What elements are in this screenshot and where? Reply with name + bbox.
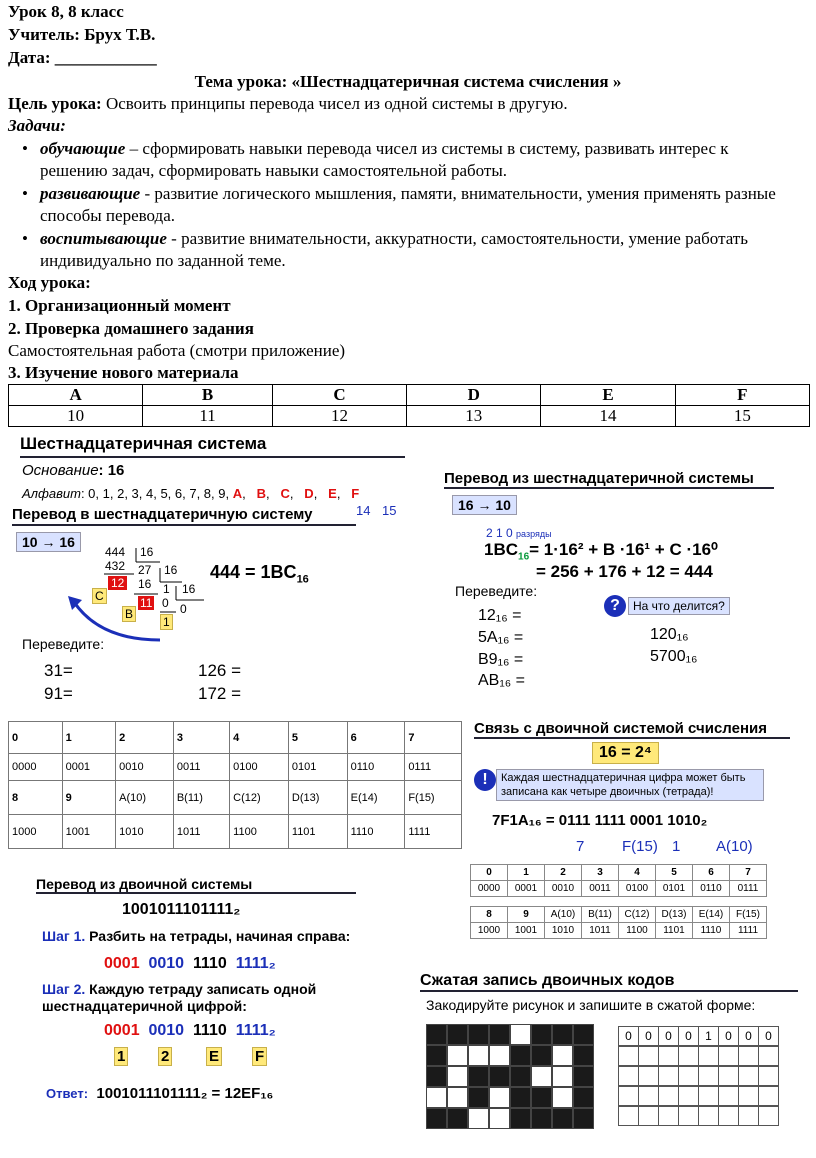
exercise: 12₁₆ = [478,607,522,624]
bin-code: 1000 [9,815,63,849]
task-item [40,228,800,272]
bin-digit: 9 [62,781,116,815]
expr-rest: = 1·16² + B ·16¹ + C ·16⁰ [529,540,718,559]
pixel-cell [447,1087,468,1108]
div-result: 1 [160,614,173,630]
binary-note: Каждая шестнадцатеричная цифра может быть записана как четыре двоичных (тетрада)! [496,769,764,801]
tetrad: 1111₂ [235,955,276,972]
hex-digit: 1 [114,1047,128,1066]
question-ex: 120₁₆ [650,626,689,643]
bin-digit: 8 [9,781,63,815]
pixel-cell [510,1087,531,1108]
bin-code: 1110 [347,815,405,849]
bin-digit: B(11) [582,907,619,923]
code-cell: 1 [698,1026,719,1046]
code-cell-empty [658,1046,679,1066]
bin-digit: 1 [62,722,116,754]
hex-values-table [8,384,810,427]
translate-label: Переведите: [22,636,105,652]
exercise: 172 = [198,684,242,703]
pixel-cell [468,1108,489,1129]
hex-value: 11 [143,406,273,427]
pixel-cell [531,1024,552,1045]
pixel-cell [426,1066,447,1087]
date-line: Дата: ____________ [8,48,157,67]
step2-label: Шаг 2. [42,981,86,997]
pixel-cell [447,1045,468,1066]
answer-text: 1001011101111₂ = 12EF₁₆ [96,1085,274,1102]
hex-letter: E [541,385,675,406]
bin-code: 1000 [471,923,508,939]
letter-c: C [92,588,107,604]
question-text: На что делится? [628,597,730,615]
from-hex-sum: = 256 + 176 + 12 = 444 [536,562,713,581]
code-cell-empty [638,1106,659,1126]
bin-code: 1011 [582,923,619,939]
bin-code: 0110 [693,881,730,897]
pixel-cell [426,1045,447,1066]
code-cell-empty [618,1046,639,1066]
formula: 16 = 2⁴ [592,742,659,764]
pixel-cell [510,1066,531,1087]
code-grid [618,1026,786,1132]
task-text: - развитие внимательности, аккуратности, самостоятельности, умение работать индивидуально по заданной теме. [40,229,748,270]
pixel-cell [531,1087,552,1108]
bin-code: 1100 [619,923,656,939]
result-sub: 16 [296,573,309,586]
tetrad-digit: 1 [672,838,681,855]
question-icon: ? [604,595,626,617]
code-cell-empty [738,1046,759,1066]
pixel-grid [426,1024,602,1132]
step-3: 3. Изучение нового материала [8,363,239,382]
bin-code: 1010 [116,815,174,849]
code-cell: 0 [738,1026,759,1046]
alphabet-value-14: 14 [356,503,371,518]
step-1: 1. Организационный момент [8,296,231,315]
goal-text: Освоить принципы перевода чисел из одной системы в другую. [101,94,568,113]
bin-code: 1001 [62,815,116,849]
pixel-cell [552,1045,573,1066]
exclamation-icon: ! [474,769,496,791]
hex-alphabet: Алфавит: 0, 1, 2, 3, 4, 5, 6, 7, 8, 9, A, B, C, D, E, F [22,486,360,501]
pixel-cell [489,1024,510,1045]
code-cell-empty [718,1106,739,1126]
pixel-cell [573,1087,594,1108]
hex-letter: A [9,385,143,406]
code-cell: 0 [758,1026,779,1046]
pixel-cell [531,1045,552,1066]
bin-digit: 5 [288,722,347,754]
to-hex-title: Перевод в шестнадцатеричную систему [12,506,356,526]
pixel-cell [447,1108,468,1129]
bin-digit: D(13) [288,781,347,815]
bin-code: 0001 [508,881,545,897]
tag-10-to-16: 10 → 16 [16,532,81,552]
digit-positions [486,526,552,540]
tetrad: 0010 [148,1022,185,1039]
div-num: 0 [180,602,187,616]
pixel-cell [510,1045,531,1066]
code-cell-empty [738,1086,759,1106]
pixel-cell [552,1108,573,1129]
task-item [40,183,800,227]
pixel-cell [573,1108,594,1129]
exercise: 126 = [198,661,242,680]
compress-subtitle: Закодируйте рисунок и запишите в сжатой форме: [426,997,756,1013]
code-cell-empty [718,1046,739,1066]
exercise: AB₁₆ = [478,672,525,688]
code-cell-empty [678,1106,699,1126]
to-hex-result [210,562,309,586]
pixel-cell [426,1024,447,1045]
code-cell-empty [618,1086,639,1106]
hex-digit: 2 [158,1047,172,1066]
bin-code: 0011 [582,881,619,897]
task-text: - развитие логического мышления, памяти, внимательности, умения применять разные способы перевода. [40,184,776,225]
bin-code: 0100 [619,881,656,897]
hex-value: 15 [675,406,809,427]
tetrads [104,955,276,973]
pixel-cell [573,1045,594,1066]
binary-table [8,721,462,849]
bin-digit: 4 [230,722,289,754]
tetrad: 1110 [192,1022,227,1039]
bin-code: 0100 [230,754,289,781]
code-cell: 0 [658,1026,679,1046]
exercise: 5A₁₆ = [478,629,524,646]
code-cell-empty [678,1086,699,1106]
code-cell-empty [698,1106,719,1126]
exercise: B9₁₆ = [478,651,524,668]
bin-digit: 2 [116,722,174,754]
pixel-cell [573,1066,594,1087]
bin-digit: 8 [471,907,508,923]
bin-code: 0000 [471,881,508,897]
bin-digit: F(15) [730,907,767,923]
div-num: 16 [138,577,152,591]
pixel-cell [468,1045,489,1066]
div-num: 0 [162,596,169,610]
pixel-cell [426,1087,447,1108]
bin-digit: A(10) [545,907,582,923]
step-2: 2. Проверка домашнего задания [8,319,254,338]
pixel-cell [447,1066,468,1087]
task-item [40,138,800,182]
bin-code: 0011 [173,754,229,781]
bin-digit: F(15) [405,781,462,815]
div-num: 16 [140,545,154,559]
exercise: 91= [44,684,73,703]
pixel-cell [552,1087,573,1108]
goal-label: Цель урока: [8,94,102,113]
bin-digit: C(12) [619,907,656,923]
teacher-name: Учитель: Брух Т.В. [8,25,156,44]
pixel-cell [489,1108,510,1129]
code-cell-empty [758,1106,779,1126]
step1 [42,928,350,944]
bin-digit: 0 [9,722,63,754]
div-remainder: 12 [108,576,127,590]
pixel-cell [510,1024,531,1045]
bin-digit: E(14) [693,907,730,923]
base-value: : 16 [98,462,125,479]
bin-code: 0010 [116,754,174,781]
div-num: 1 [163,582,170,596]
task-term: развивающие [40,184,141,203]
result-text: 444 = 1BC [210,562,297,582]
div-num: 16 [182,582,196,596]
answer [46,1085,273,1102]
bin-code: 1111 [405,815,462,849]
hex-letter: D [407,385,541,406]
tetrads-repeat [104,1022,276,1040]
bin-code: 1101 [656,923,693,939]
step-2-text: Самостоятельная работа (смотри приложение) [8,341,346,360]
pixel-cell [531,1108,552,1129]
alphabet-digits: : 0, 1, 2, 3, 4, 5, 6, 7, 8, 9, [80,486,233,501]
alphabet-letter: F [351,486,360,501]
bin-digit: 9 [508,907,545,923]
from-bin-title: Перевод из двоичной системы [36,876,356,894]
bin-digit: 1 [508,865,545,881]
pixel-cell [573,1024,594,1045]
bin-code: 1011 [173,815,229,849]
code-cell-empty [698,1066,719,1086]
tetrad: 0001 [104,955,140,972]
alphabet-letter: E [328,486,337,501]
code-cell-empty [758,1066,779,1086]
bin-digit: 4 [619,865,656,881]
bin-digit: E(14) [347,781,405,815]
exercise: 31= [44,661,73,680]
alphabet-letter: C [280,486,290,501]
hex-base [22,462,124,479]
hex-digit: E [206,1047,222,1066]
hex-digit: F [252,1047,267,1066]
positions-label: разряды [516,529,552,539]
code-cell-empty [678,1046,699,1066]
alphabet-label: Алфавит [22,486,81,501]
tag-16-to-10: 16 → 10 [452,495,517,515]
alphabet-letter: A [232,486,243,501]
code-cell: 0 [618,1026,639,1046]
answer-label: Ответ: [46,1086,89,1101]
lesson-topic: Тема урока: «Шестнадцатеричная система счисления » [194,72,622,91]
hex-system-title: Шестнадцатеричная система [20,434,405,458]
code-cell-empty [658,1086,679,1106]
lesson-title: Урок 8, 8 класс [8,2,124,21]
expr-sub: 16 [518,551,530,563]
step2 [42,981,342,1015]
code-cell-empty [678,1066,699,1086]
from-hex-expr [484,540,718,562]
bin-digit: B(11) [173,781,229,815]
code-cell: 0 [678,1026,699,1046]
bin-code: 1100 [230,815,289,849]
tetrad: 1110 [192,955,227,972]
hex-value: 10 [9,406,143,427]
bin-code: 0110 [347,754,405,781]
code-cell-empty [758,1086,779,1106]
div-remainder: 11 [140,596,153,610]
bin-digit: A(10) [116,781,174,815]
translate-label: Переведите: [455,583,538,599]
code-cell-empty [718,1086,739,1106]
bin-code: 0101 [288,754,347,781]
question-ex: 5700₁₆ [650,648,698,665]
bin-code: 1111 [730,923,767,939]
code-cell: 0 [638,1026,659,1046]
pixel-cell [489,1087,510,1108]
positions: 2 1 0 [486,526,513,540]
hex-letter: F [675,385,809,406]
bin-digit: 3 [173,722,229,754]
pixel-cell [489,1066,510,1087]
bin-digit: D(13) [656,907,693,923]
bin-digit: 7 [730,865,767,881]
code-cell-empty [638,1086,659,1106]
binary-table-small-2 [470,906,767,939]
pixel-cell [468,1024,489,1045]
bin-digit: 6 [347,722,405,754]
alphabet-letter: B [256,486,266,501]
step1-text: Разбить на тетрады, начиная справа: [85,928,351,944]
tetrad-digit: A(10) [716,838,753,855]
task-term: воспитывающие [40,229,167,248]
hex-letter: B [143,385,273,406]
bin-code: 0000 [9,754,63,781]
div-num: 432 [105,559,126,573]
tetrad: 0001 [104,1022,140,1039]
step2-text: Каждую тетраду записать одной шестнадцатеричной цифрой: [42,981,317,1014]
bin-code: 0111 [730,881,767,897]
bin-digit: 7 [405,722,462,754]
div-num: 27 [138,563,152,577]
bin-code: 1110 [693,923,730,939]
div-num: 16 [164,563,178,577]
code-cell-empty [698,1086,719,1106]
code-cell: 0 [718,1026,739,1046]
pixel-cell [552,1066,573,1087]
pixel-cell [468,1087,489,1108]
code-cell-empty [698,1046,719,1066]
task-term: обучающие [40,139,126,158]
bin-code: 0001 [62,754,116,781]
pixel-cell [552,1024,573,1045]
bin-digit: 5 [656,865,693,881]
hex-value: 13 [407,406,541,427]
bin-code: 0101 [656,881,693,897]
pixel-cell [468,1066,489,1087]
task-text: – сформировать навыки перевода чисел из системы в систему, развивать интерес к решению задач, сформировать навыки самостоятельной работы. [40,139,729,180]
bin-code: 1010 [545,923,582,939]
pixel-cell [531,1066,552,1087]
step1-label: Шаг 1. [42,928,86,944]
binary-table-small [470,864,767,897]
bin-code: 0111 [405,754,462,781]
compress-title: Сжатая запись двоичных кодов [420,972,798,992]
bin-digit: 0 [471,865,508,881]
bin-code: 1001 [508,923,545,939]
binary-example: 7F1A₁₆ = 0111 1111 0001 1010₂ [492,812,708,829]
code-cell-empty [738,1066,759,1086]
pixel-cell [447,1024,468,1045]
code-cell-empty [618,1106,639,1126]
code-cell-empty [738,1106,759,1126]
tetrad: 0010 [148,955,185,972]
pixel-cell [426,1108,447,1129]
bin-digit: 2 [545,865,582,881]
hex-value: 12 [272,406,406,427]
div-num: 444 [105,545,126,559]
tetrad-digit: 7 [576,838,585,855]
expr-number: 1BC [484,540,519,559]
base-label: Основание [22,462,99,479]
code-cell-empty [758,1046,779,1066]
pixel-cell [510,1108,531,1129]
tetrad: 1111₂ [235,1022,276,1039]
code-cell-empty [718,1066,739,1086]
hex-letter: C [272,385,406,406]
from-hex-title: Перевод из шестнадцатеричной системы [444,470,774,489]
code-cell-empty [638,1046,659,1066]
bin-number: 1001011101111₂ [122,901,241,918]
bin-code: 0010 [545,881,582,897]
lesson-goal [8,94,568,114]
code-cell-empty [638,1066,659,1086]
course-title: Ход урока: [8,273,91,292]
bin-code: 1101 [288,815,347,849]
code-cell-empty [658,1066,679,1086]
tasks-label: Задачи: [8,116,66,135]
letter-b: B [122,606,136,622]
code-cell-empty [658,1106,679,1126]
pixel-cell [489,1045,510,1066]
bin-digit: C(12) [230,781,289,815]
code-cell-empty [618,1066,639,1086]
binary-link-title: Связь с двоичной системой счисления [474,720,790,739]
bin-digit: 6 [693,865,730,881]
alphabet-letter: D [304,486,314,501]
alphabet-value-15: 15 [382,503,397,518]
bin-digit: 3 [582,865,619,881]
tetrad-digit: F(15) [622,838,658,855]
hex-value: 14 [541,406,675,427]
